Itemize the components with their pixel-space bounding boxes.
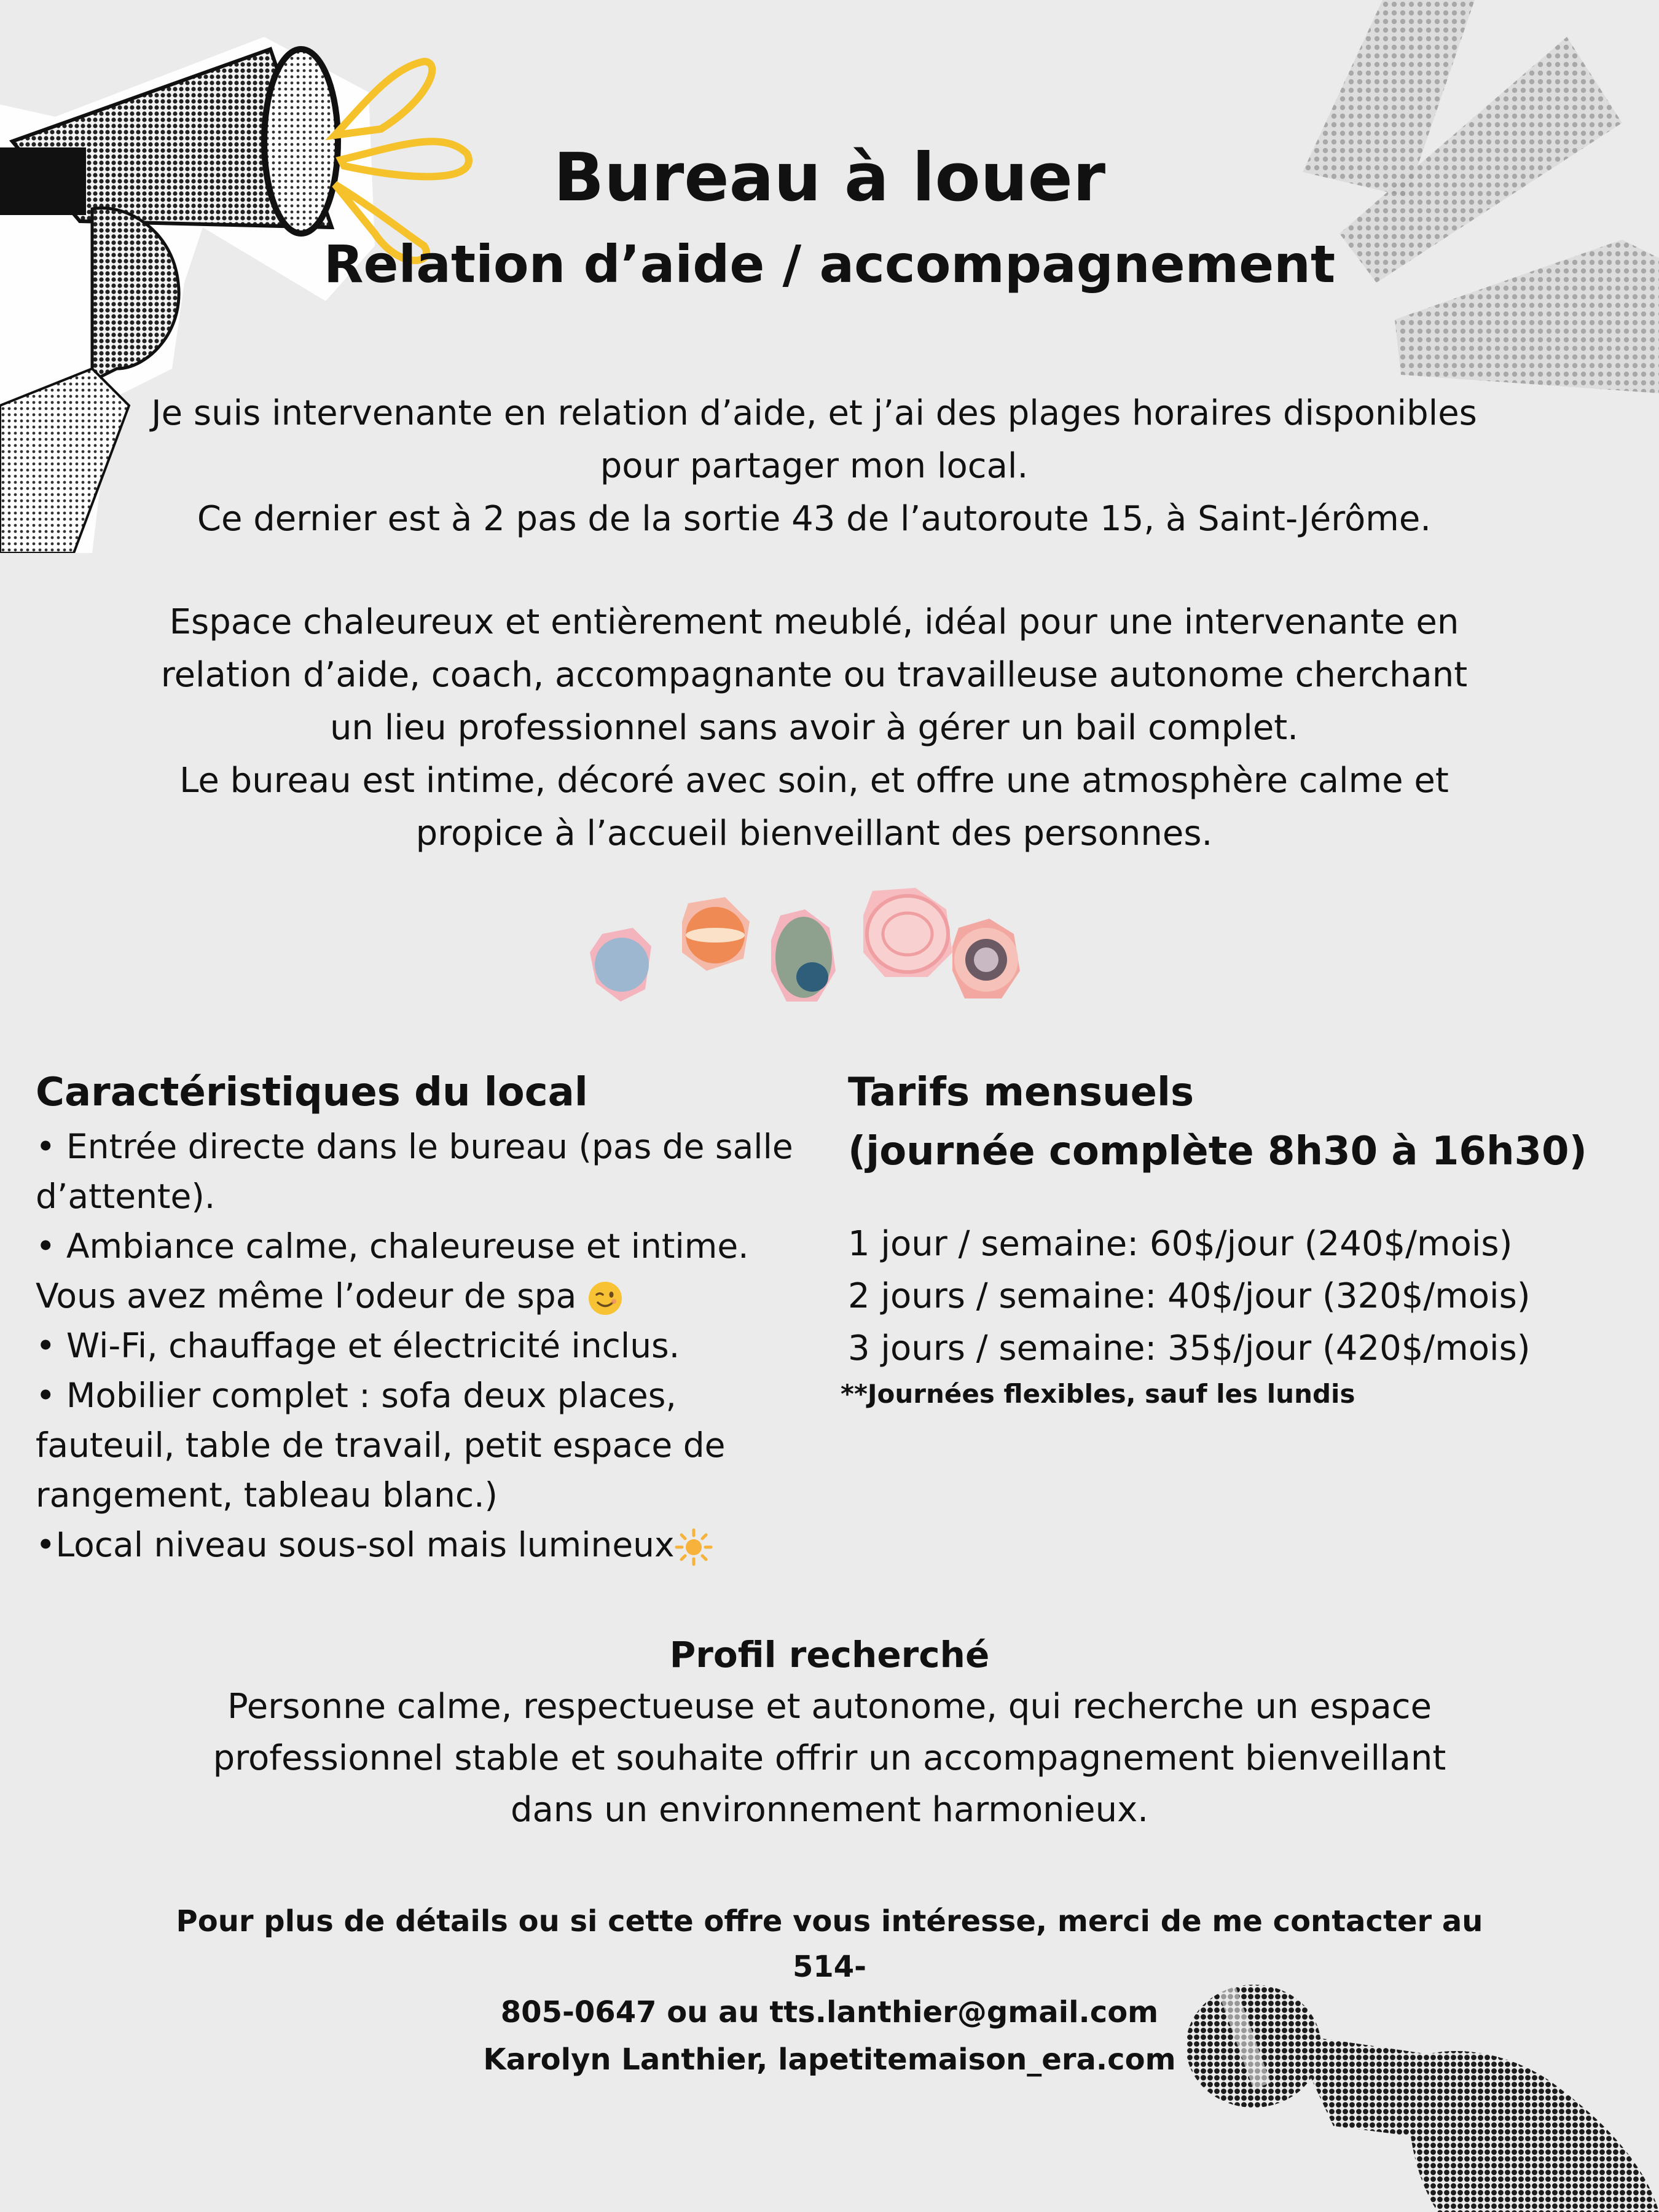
intro-paragraph-1: [123, 387, 1505, 546]
rate-item: 1 jour / semaine: 60$/jour (240$/mois): [848, 1224, 1513, 1264]
profile-line: professionnel stable et souhaite offrir un accompagnement bienveillant: [213, 1738, 1446, 1778]
rates-heading-line2: (journée complète 8h30 à 16h30): [848, 1129, 1587, 1174]
page-title: Bureau à louer: [553, 139, 1106, 216]
features-list: [36, 1122, 810, 1570]
intro-paragraph-2: [123, 596, 1505, 860]
list-item-text: •Local niveau sous-sol mais lumineux: [36, 1525, 675, 1564]
profile-heading: Profil recherché: [669, 1634, 990, 1676]
signature: Karolyn Lanthier, lapetitemaison_era.com: [483, 2042, 1176, 2077]
rates-heading-line1: Tarifs mensuels: [848, 1070, 1194, 1115]
rates-list: [848, 1218, 1647, 1375]
intro-line: un lieu professionnel sans avoir à gérer un bail complet.: [329, 708, 1299, 748]
intro-line: Je suis intervenante en relation d’aide, et j’ai des plages horaires disponibles: [151, 393, 1477, 433]
sun-emoji-icon: [675, 1528, 713, 1566]
rate-item: 3 jours / semaine: 35$/jour (420$/mois): [848, 1328, 1531, 1368]
rates-note: **Journées flexibles, sauf les lundis: [841, 1379, 1355, 1409]
list-item-text: Vous avez même l’odeur de spa: [36, 1276, 577, 1316]
intro-line: propice à l’accueil bienveillant des personnes.: [415, 814, 1213, 853]
rates-heading: [848, 1063, 1647, 1181]
features-section: [36, 1063, 810, 1570]
microphone-icon: [1180, 1966, 1659, 2212]
bath-bombs-illustration: [584, 885, 1051, 1032]
profile-line: dans un environnement harmonieux.: [510, 1790, 1149, 1830]
intro-line: Espace chaleureux et entièrement meublé, idéal pour une intervenante en: [169, 602, 1459, 642]
intro-line: Le bureau est intime, décoré avec soin, et offre une atmosphère calme et: [179, 761, 1449, 801]
contact-line: 805-0647 ou au tts.lanthier@gmail.com: [500, 1995, 1159, 2030]
profile-line: Personne calme, respectueuse et autonome, qui recherche un espace: [227, 1687, 1432, 1727]
rate-item: 2 jours / semaine: 40$/jour (320$/mois): [848, 1276, 1531, 1316]
list-item: [36, 1520, 810, 1570]
intro-line: relation d’aide, coach, accompagnante ou travailleuse autonome cherchant: [160, 655, 1468, 695]
list-item: • Entrée directe dans le bureau (pas de salle: [36, 1127, 793, 1166]
rates-section: [841, 1063, 1647, 1414]
list-item: • Wi-Fi, chauffage et électricité inclus.: [36, 1326, 680, 1365]
list-item: d’attente).: [36, 1177, 216, 1216]
intro-line: Ce dernier est à 2 pas de la sortie 43 de l’autoroute 15, à Saint-Jérôme.: [197, 499, 1432, 539]
contact-line: Pour plus de détails ou si cette offre vous intéresse, merci de me contacter au 514-: [176, 1904, 1483, 1984]
features-heading: Caractéristiques du local: [36, 1070, 588, 1115]
list-item: • Ambiance calme, chaleureuse et intime.: [36, 1226, 749, 1266]
intro-line: pour partager mon local.: [600, 446, 1029, 486]
list-item: fauteuil, table de travail, petit espace de: [36, 1426, 726, 1465]
list-item: [36, 1271, 810, 1321]
wink-emoji-icon: [587, 1281, 623, 1316]
page-subtitle: Relation d’aide / accompagnement: [323, 234, 1336, 294]
list-item: rangement, tableau blanc.): [36, 1475, 498, 1515]
list-item: • Mobilier complet : sofa deux places,: [36, 1376, 677, 1415]
profile-section: [123, 1628, 1536, 1836]
